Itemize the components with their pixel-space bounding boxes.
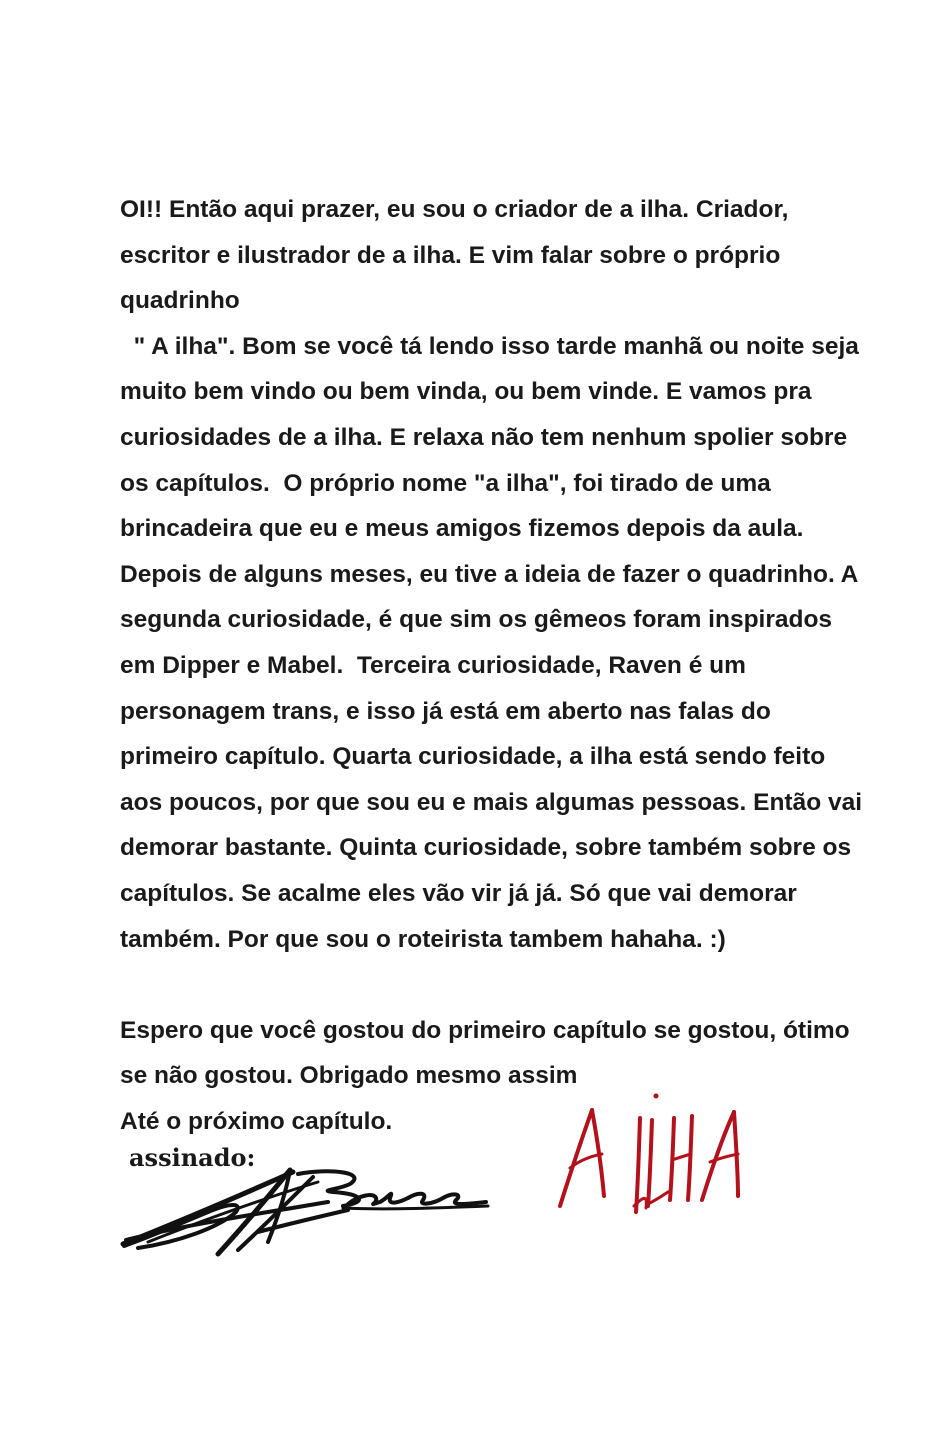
text-line: segunda curiosidade, é que sim os gêmeos foram inspirados: [120, 606, 833, 634]
text-line: escritor e ilustrador de a ilha. E vim falar sobre o próprio: [120, 241, 781, 269]
text-line: se não gostou. Obrigado mesmo assim: [120, 1062, 578, 1090]
text-line: brincadeira que eu e meus amigos fizemos depois da aula.: [120, 515, 804, 543]
text-line: os capítulos. O próprio nome "a ilha", foi tirado de uma: [120, 469, 771, 497]
signed-label: assinado:: [129, 1143, 256, 1172]
text-line: " A ilha". Bom se você tá lendo isso tarde manhã ou noite seja: [120, 332, 859, 360]
text-line: quadrinho: [120, 287, 240, 315]
text-line: Até o próximo capítulo.: [120, 1107, 393, 1135]
text-line: também. Por que sou o roteirista tambem hahaha. :): [120, 925, 726, 953]
text-line: primeiro capítulo. Quarta curiosidade, a ilha está sendo feito: [120, 743, 826, 771]
signature-strokes: [123, 1170, 488, 1254]
text-line: capítulos. Se acalme eles vão vir já já. Só que vai demorar: [120, 879, 797, 907]
text-line: aos poucos, por que sou eu e mais algumas pessoas. Então vai: [120, 788, 863, 816]
text-line: muito bem vindo ou bem vinda, ou bem vinde. E vamos pra: [120, 378, 812, 406]
text-line: demorar bastante. Quinta curiosidade, sobre também sobre os: [120, 834, 852, 862]
a-ilha-logo: [552, 1088, 747, 1218]
paragraph-gap: [120, 962, 832, 1008]
text-line: curiosidades de a ilha. E relaxa não tem nenhum spolier sobre: [120, 423, 848, 451]
text-line: personagem trans, e isso já está em aberto nas falas do: [120, 697, 771, 725]
handwritten-signature: [118, 1162, 493, 1257]
text-line: Espero que você gostou do primeiro capítulo se gostou, ótimo: [120, 1016, 850, 1044]
letter-paragraph-intro: [120, 187, 863, 962]
text-line: OI!! Então aqui prazer, eu sou o criador de a ilha. Criador,: [120, 196, 789, 223]
letter-body: [120, 187, 863, 1144]
text-line: Depois de alguns meses, eu tive a ideia de fazer o quadrinho. A: [120, 560, 859, 588]
text-line: em Dipper e Mabel. Terceira curiosidade, Raven é um: [120, 651, 746, 679]
